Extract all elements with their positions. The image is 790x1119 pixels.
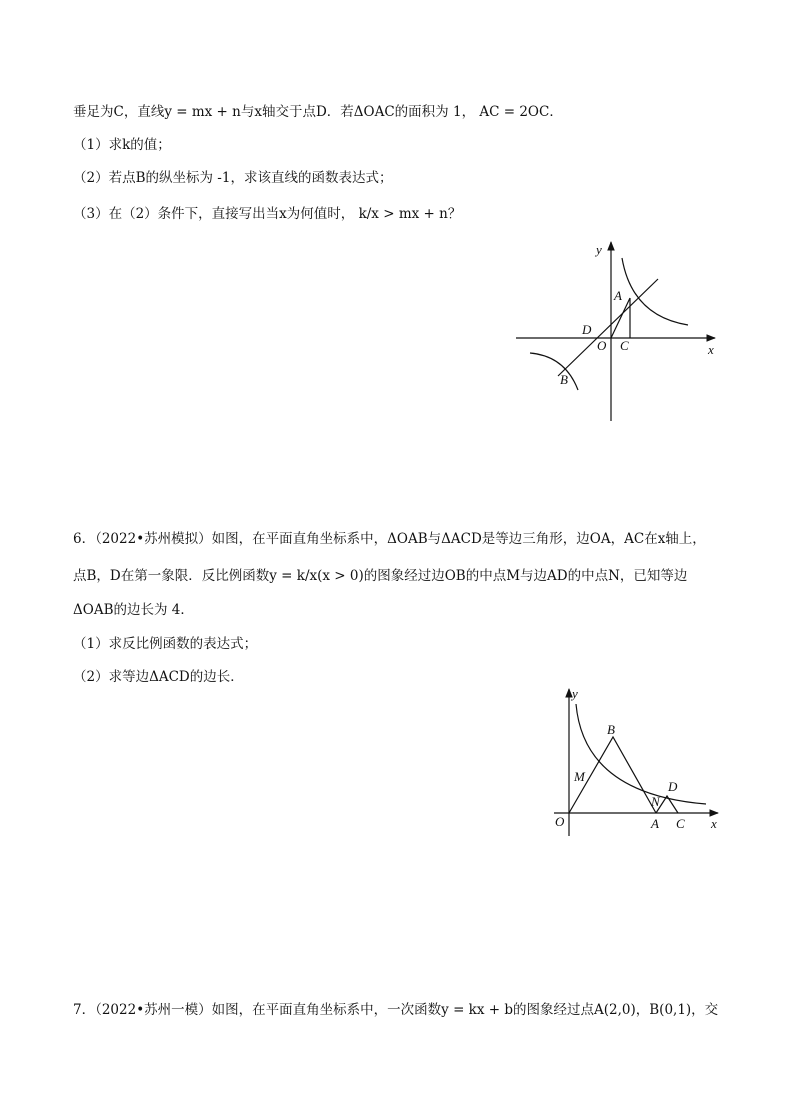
label-y: y <box>596 242 602 257</box>
label-c: C <box>676 816 685 831</box>
label-x: x <box>708 342 714 357</box>
problem5-question3: （3）在（2）条件下，直接写出当x为何值时， k/x > mx + n？ <box>73 206 462 222</box>
label-a: A <box>651 816 659 831</box>
segment-oa <box>611 298 630 338</box>
label-b: B <box>560 372 568 387</box>
problem6-question1: （1）求反比例函数的表达式； <box>73 636 258 652</box>
problem5-question1: （1）求k的值； <box>73 137 171 153</box>
hyperbola-branch-1 <box>622 258 688 325</box>
label-b: B <box>607 722 615 737</box>
label-o: O <box>555 814 565 829</box>
line-ab <box>558 279 658 376</box>
label-a: A <box>614 288 622 303</box>
problem5-line1: 垂足为C，直线y = mx + n与x轴交于点D．若ΔOAC的面积为 1， AC = 2OC． <box>73 104 563 120</box>
problem6-figure <box>548 686 728 840</box>
label-y: y <box>572 686 578 701</box>
problem6-line2: 点B，D在第一象限．反比例函数y = k/x(x > 0)的图象经过边OB的中点M与边AD的中点N，已知等边 <box>73 568 688 584</box>
problem6-question2: （2）求等边ΔACD的边长． <box>73 669 244 685</box>
label-d: D <box>582 322 592 337</box>
problem6-line1: 6．（2022•苏州模拟）如图，在平面直角坐标系中，ΔOAB与ΔACD是等边三角形，边OA，AC在x轴上， <box>73 531 706 547</box>
label-o: O <box>597 338 607 353</box>
problem7-line1: 7．（2022•苏州一模）如图，在平面直角坐标系中，一次函数y = kx + b的图象经过点A(2,0)，B(0,1)，交 <box>73 1002 719 1018</box>
problem5-figure <box>510 238 725 424</box>
label-x: x <box>711 816 717 831</box>
label-m: M <box>574 769 585 784</box>
label-d: D <box>668 779 678 794</box>
hyperbola-branch-2 <box>530 353 578 390</box>
problem6-line3: ΔOAB的边长为 4． <box>73 602 194 618</box>
label-c: C <box>620 338 629 353</box>
problem5-question2: （2）若点B的纵坐标为 -1，求该直线的函数表达式； <box>73 170 393 186</box>
label-n: N <box>651 794 660 809</box>
hyperbola-curve <box>576 704 706 804</box>
